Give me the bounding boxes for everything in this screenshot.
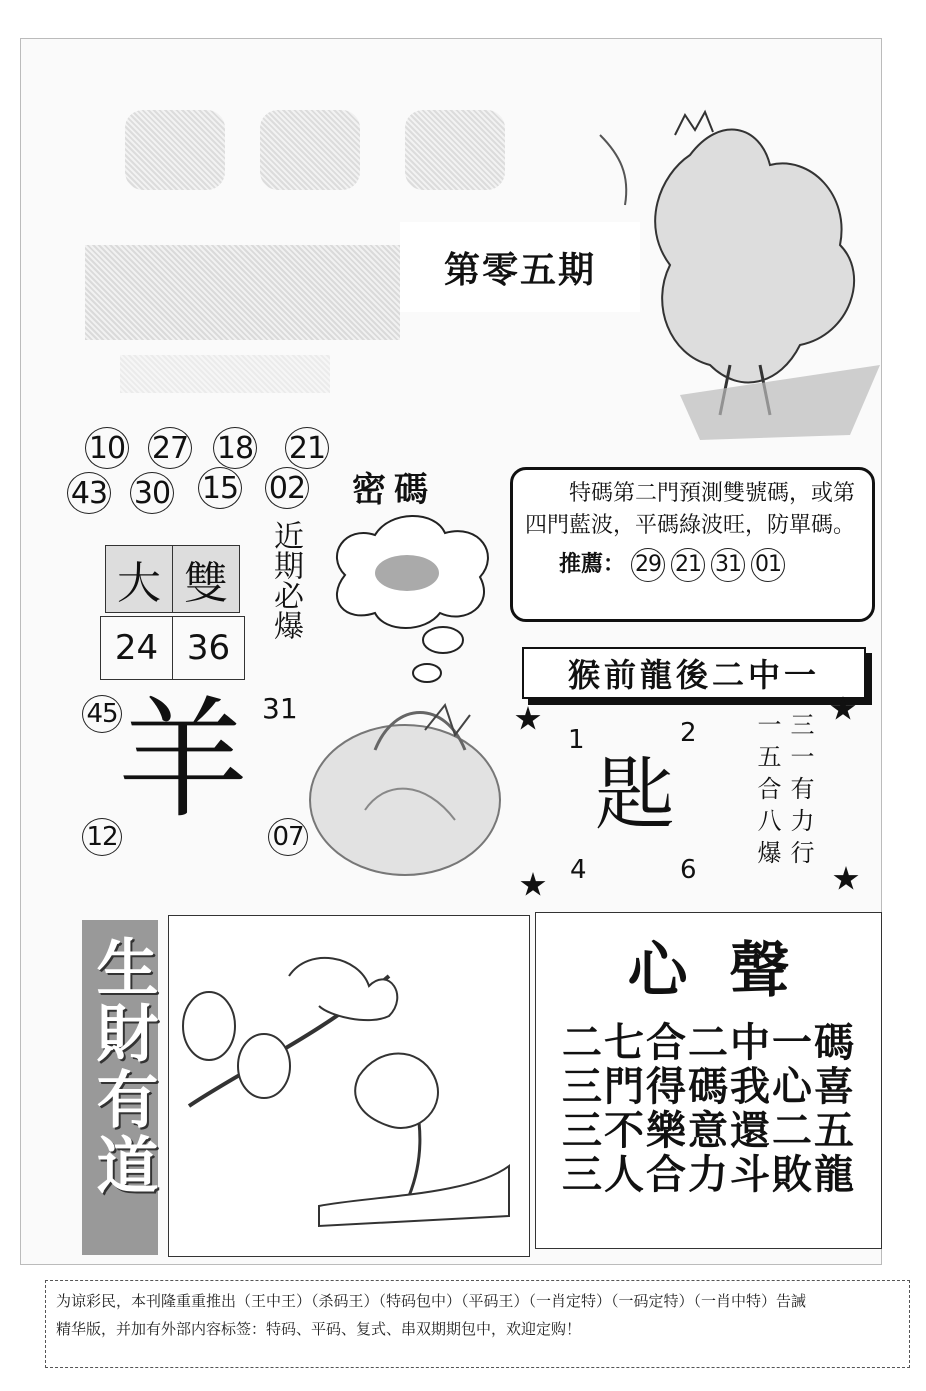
footer-notice bbox=[45, 1280, 910, 1368]
lucky-number: 15 bbox=[198, 467, 242, 509]
recommend-number: 31 bbox=[711, 548, 745, 582]
recommend-number: 29 bbox=[631, 548, 665, 582]
potted-plant-illustration bbox=[305, 690, 515, 885]
recommend-label: 推薦： bbox=[559, 552, 626, 577]
rooster-illustration bbox=[580, 95, 880, 445]
heart-voice-title: 心 聲 bbox=[627, 936, 790, 1006]
sheep-char: 羊 bbox=[118, 684, 249, 836]
recommend-number: 01 bbox=[751, 548, 785, 582]
header-date-smudge bbox=[120, 355, 330, 393]
lucky-number: 27 bbox=[148, 427, 192, 469]
lucky-number: 18 bbox=[213, 427, 257, 469]
flower-illustration bbox=[169, 916, 529, 1256]
title-logo-char-1 bbox=[125, 110, 225, 190]
lucky-number: 30 bbox=[130, 472, 174, 514]
big-label: 大 bbox=[105, 545, 173, 613]
riddle-number-2: 2 bbox=[680, 718, 697, 748]
thought-cloud-icon bbox=[315, 505, 505, 695]
recommend-number: 21 bbox=[671, 548, 705, 582]
corner-number-bottom-left: 12 bbox=[82, 818, 122, 856]
poem-line: 三門得碼我心喜 bbox=[562, 1063, 856, 1110]
footer-line-2: 精华版，并加有外部内容标签：特码、平码、复式、串双期期包中，欢迎定购！ bbox=[56, 1320, 582, 1338]
title-logo-char-3 bbox=[405, 110, 505, 190]
poem-line: 三人合力斗敗龍 bbox=[562, 1151, 856, 1198]
riddle-glyph: 匙 bbox=[595, 748, 675, 841]
footer-line-1: 为谅彩民，本刊隆重重推出（王中王）（杀码王）（特码包中）（平码王）（一肖定特）（一码定特）（一肖中特）告誡 bbox=[56, 1292, 807, 1310]
big-value: 24 bbox=[100, 616, 173, 680]
prediction-box bbox=[510, 467, 875, 622]
poem-line: 二七合二中一碼 bbox=[562, 1019, 856, 1066]
riddle-number-6: 6 bbox=[680, 855, 697, 885]
corner-number-top-left: 45 bbox=[82, 695, 122, 733]
slogan-banner: 猴前龍後二中一 bbox=[522, 647, 866, 699]
double-label: 雙 bbox=[172, 545, 240, 613]
riddle-column-right: 三一有力行 bbox=[786, 712, 814, 872]
issue-label: 第零五期 bbox=[400, 222, 640, 312]
double-value: 36 bbox=[172, 616, 245, 680]
secret-code-label: 密碼 bbox=[352, 470, 436, 510]
lucky-number: 43 bbox=[67, 472, 111, 514]
riddle-number-4: 4 bbox=[570, 855, 587, 885]
header-banner-decoration bbox=[85, 245, 400, 340]
corner-number-top-right: 31 bbox=[262, 692, 298, 725]
lucky-number: 21 bbox=[285, 427, 329, 469]
prediction-text: 特碼第二門預測雙號碼，或第四門藍波，平碼綠波旺，防單碼。 bbox=[525, 481, 856, 538]
lucky-number: 10 bbox=[85, 427, 129, 469]
side-banner-text: 生財有道 bbox=[86, 935, 159, 1199]
title-logo-char-2 bbox=[260, 110, 360, 190]
flower-illustration-frame bbox=[168, 915, 530, 1257]
corner-number-bottom-right: 07 bbox=[268, 818, 308, 856]
lucky-number: 02 bbox=[265, 467, 309, 509]
poem-line: 三不樂意還二五 bbox=[562, 1107, 856, 1154]
heart-voice-poem bbox=[536, 1021, 881, 1197]
heart-voice-box bbox=[535, 912, 882, 1249]
recommend-row bbox=[525, 548, 860, 582]
riddle-column-left: 一五合八爆 bbox=[753, 712, 781, 872]
riddle-number-1: 1 bbox=[568, 725, 585, 755]
vertical-note: 近期必爆 bbox=[268, 520, 303, 640]
